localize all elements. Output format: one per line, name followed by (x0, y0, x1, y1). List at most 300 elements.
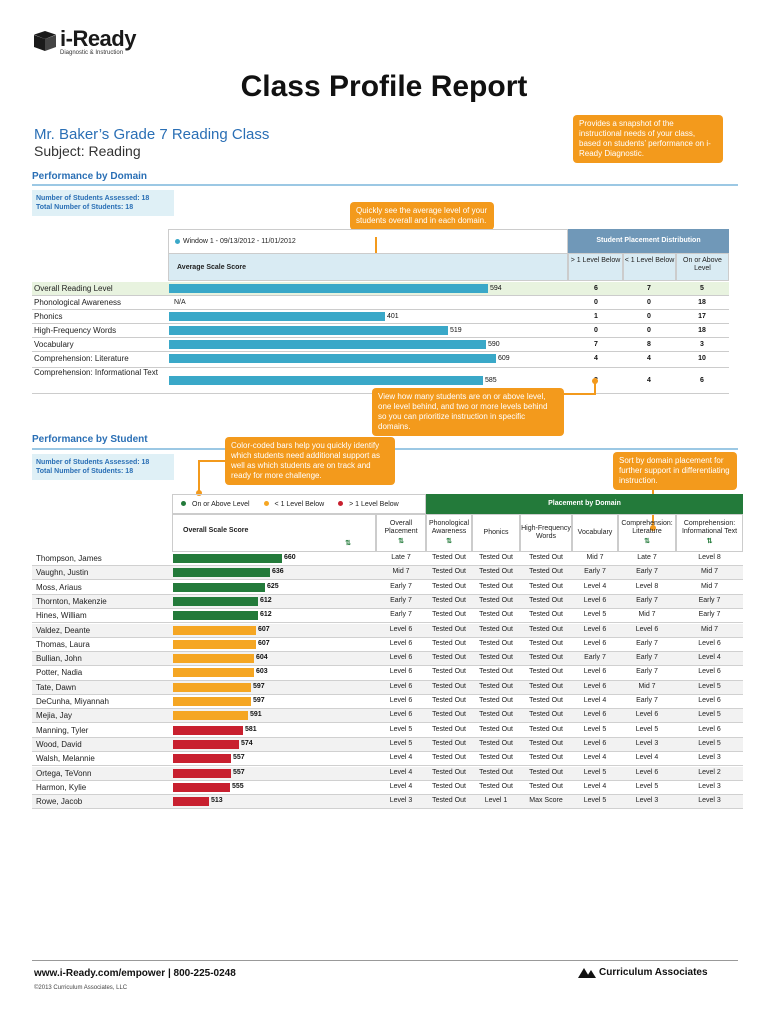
student-row (32, 552, 743, 566)
student-placement-cell: Level 4 (583, 754, 607, 762)
student-placement-cell: Level 3 (389, 797, 413, 805)
student-score-bar (173, 726, 243, 735)
domain-count: 0 (647, 327, 651, 334)
student-row (32, 752, 743, 766)
student-placement-cell: Tested Out (479, 611, 513, 619)
student-score-bar (173, 740, 239, 749)
student-placement-cell: Level 5 (698, 682, 721, 690)
domain-score-bar (169, 312, 385, 321)
student-placement-cell: Tested Out (529, 611, 563, 619)
student-name: Harmon, Kylie (36, 782, 87, 792)
domain-label: Vocabulary (34, 340, 74, 349)
student-score-bar (173, 711, 248, 720)
col-head-on-level: On or Above Level (676, 253, 729, 281)
student-placement-cell: Level 4 (635, 754, 659, 762)
student-score-value: 574 (241, 739, 253, 747)
student-placement-cell: Tested Out (432, 682, 466, 690)
student-score-bar (173, 797, 209, 806)
domain-score-na: N/A (174, 299, 186, 306)
callout-average: Quickly see the average level of your students overall and in each domain. (350, 202, 494, 230)
student-placement-cell: Level 6 (389, 625, 413, 633)
student-score-bar (173, 754, 231, 763)
student-placement-cell: Early 7 (390, 582, 412, 590)
student-placement-cell: Tested Out (432, 625, 466, 633)
student-score-bar (173, 668, 254, 677)
curriculum-associates-logo (578, 966, 708, 978)
domain-label: Comprehension: Literature (34, 354, 129, 363)
student-placement-cell: Tested Out (479, 668, 513, 676)
student-row (32, 638, 743, 652)
overall-score-label: Overall Scale Score (183, 527, 249, 534)
student-placement-cell: Level 4 (583, 697, 607, 704)
domain-score-bar (169, 326, 448, 335)
student-placement-cell: Level 4 (389, 768, 413, 776)
student-placement-cell: Tested Out (529, 625, 563, 633)
student-placement-cell: Mid 7 (700, 625, 719, 633)
domain-count-box (32, 190, 174, 216)
student-score-bar (173, 640, 256, 649)
student-row (32, 695, 743, 709)
domain-count: 0 (647, 313, 651, 320)
domain-count: 8 (647, 341, 651, 348)
student-score-bar (173, 568, 270, 577)
cube-icon (34, 31, 56, 51)
student-placement-cell: Tested Out (432, 711, 466, 719)
domain-count: 3 (700, 341, 704, 348)
student-placement-cell: Early 7 (390, 611, 412, 619)
sort-arrows-icon[interactable]: ⇅ (706, 538, 713, 545)
student-placement-cell: Early 7 (636, 639, 658, 647)
student-placement-cell: Tested Out (479, 639, 513, 647)
student-placement-cell: Early 7 (636, 654, 658, 662)
student-placement-cell: Tested Out (479, 554, 513, 561)
student-name: Thornton, Makenzie (36, 596, 107, 606)
student-score-bar (173, 626, 256, 635)
student-placement-cell: Tested Out (529, 711, 563, 719)
student-placement-cell: Tested Out (432, 639, 466, 647)
student-placement-cell: Early 7 (584, 654, 606, 662)
student-placement-cell: Tested Out (432, 568, 466, 576)
domain-count: 6 (594, 285, 598, 292)
student-placement-cell: Level 6 (698, 668, 721, 676)
student-placement-cell: Mid 7 (700, 568, 719, 576)
student-placement-cell: Tested Out (529, 782, 563, 790)
student-name: Rowe, Jacob (36, 797, 83, 807)
student-placement-cell: Tested Out (529, 682, 563, 690)
student-placement-cell: Tested Out (432, 739, 466, 747)
student-placement-cell: Tested Out (432, 754, 466, 762)
student-col-head-label: Comprehension: Informational Text (681, 520, 738, 535)
domain-score-bar (169, 284, 488, 293)
student-placement-cell: Early 7 (698, 596, 721, 604)
student-placement-cell: Tested Out (529, 582, 563, 590)
student-count-box (32, 454, 174, 480)
student-score-bar (173, 554, 282, 563)
student-col-head-label: Overall Placement (384, 520, 418, 535)
domain-score-value: 594 (490, 285, 502, 292)
student-score-bar (173, 697, 251, 706)
student-score-value: 603 (256, 668, 268, 676)
student-placement-cell: Tested Out (529, 754, 563, 762)
student-col-head (376, 514, 426, 552)
distribution-header: Student Placement Distribution (568, 229, 729, 253)
domain-row (32, 296, 729, 310)
student-placement-cell: Early 7 (698, 611, 721, 619)
domain-count: 4 (647, 355, 651, 362)
student-placement-cell: Early 7 (636, 697, 658, 704)
student-placement-cell: Level 6 (583, 711, 607, 719)
student-name: Thomas, Laura (36, 639, 90, 649)
student-score-bar (173, 654, 254, 663)
callout-colors: Color-coded bars help you quickly identify which students need additional support as well as which students are on track and ready for more challenge. (225, 437, 395, 485)
domain-label: Phonological Awareness (34, 298, 122, 307)
student-placement-cell: Tested Out (529, 768, 563, 776)
student-placement-cell: Level 3 (698, 797, 721, 805)
domain-score-value: 585 (485, 377, 497, 384)
domain-label: Overall Reading Level (34, 284, 113, 293)
domain-label: Phonics (34, 312, 63, 321)
callout-dot (592, 378, 598, 384)
student-placement-cell: Level 5 (583, 725, 607, 733)
student-name: Thompson, James (36, 554, 102, 563)
student-score-value: 660 (284, 554, 296, 561)
student-placement-cell: Tested Out (432, 554, 466, 561)
student-row (32, 795, 743, 809)
student-name: Potter, Nadia (36, 668, 83, 678)
student-score-value: 591 (250, 711, 262, 719)
student-score-value: 612 (260, 611, 272, 619)
student-row (32, 581, 743, 595)
domain-window (168, 229, 568, 253)
legend-dot-icon (181, 501, 186, 506)
domain-count: 0 (647, 299, 651, 306)
domain-score-bar (169, 376, 483, 385)
domain-count: 0 (594, 327, 598, 334)
student-placement-cell: Early 7 (636, 596, 658, 604)
student-placement-cell: Early 7 (636, 668, 658, 676)
domain-count: 18 (698, 327, 706, 334)
page-title: Class Profile Report (240, 70, 528, 103)
student-name: Manning, Tyler (36, 725, 89, 735)
student-col-head-label: Phonological Awareness (428, 520, 470, 535)
student-score-bar (173, 783, 230, 792)
student-name: Walsh, Melannie (36, 754, 95, 764)
student-score-value: 513 (211, 797, 223, 805)
student-col-head-label: Vocabulary (577, 529, 613, 536)
student-col-head (676, 514, 743, 552)
domain-count: 18 (698, 299, 706, 306)
student-placement-cell: Tested Out (432, 782, 466, 790)
student-placement-cell: Tested Out (479, 654, 513, 662)
student-placement-cell: Tested Out (479, 754, 513, 762)
student-assessed: Number of Students Assessed: 18 (36, 459, 150, 466)
student-name: Tate, Dawn (36, 682, 77, 692)
domain-score-bar (169, 354, 496, 363)
domain-label: Comprehension: Informational Text (34, 368, 158, 377)
student-row (32, 652, 743, 666)
student-col-head (426, 514, 472, 552)
domain-row (32, 352, 729, 368)
student-total: Total Number of Students: 18 (36, 468, 134, 475)
brand-name: i-Ready (60, 26, 136, 51)
student-col-head-label: Comprehension: Literature (621, 520, 673, 535)
footer-divider (32, 960, 738, 961)
domain-score-value: 590 (488, 341, 500, 348)
student-row (32, 609, 743, 623)
student-name: Wood, David (36, 739, 82, 749)
footer-url[interactable]: www.i-Ready.com/empower (34, 968, 166, 979)
class-name: Mr. Baker’s Grade 7 Reading Class (34, 126, 270, 143)
student-score-bar (173, 611, 258, 620)
student-placement-cell: Tested Out (479, 725, 513, 733)
student-col-head (520, 514, 572, 552)
student-placement-cell: Level 3 (698, 754, 721, 762)
student-placement-cell: Tested Out (479, 682, 513, 690)
domain-count: 5 (700, 285, 704, 292)
callout-connector (564, 393, 596, 395)
student-placement-cell: Late 7 (391, 554, 411, 561)
student-placement-cell: Max Score (529, 797, 563, 805)
student-placement-cell: Level 6 (583, 668, 607, 676)
student-placement-cell: Tested Out (432, 654, 466, 662)
window-label: Window 1 - 09/13/2012 - 11/01/2012 (183, 238, 296, 245)
student-score-value: 557 (233, 754, 245, 762)
student-placement-cell: Level 5 (583, 768, 607, 776)
domain-row (32, 282, 729, 296)
student-placement-cell: Tested Out (529, 596, 563, 604)
student-score-bar (173, 683, 251, 692)
legend-one-below: < 1 Level Below (274, 501, 325, 508)
student-placement-cell: Level 6 (389, 711, 413, 719)
sort-arrows-icon[interactable]: ⇅ (644, 538, 650, 545)
student-name: Valdez, Deante (36, 625, 91, 635)
student-col-head-label: High-Frequency Words (521, 525, 571, 540)
footer-phone: 800-225-0248 (173, 968, 236, 979)
student-placement-cell: Tested Out (432, 611, 466, 619)
student-placement-cell: Tested Out (479, 582, 513, 590)
callout-connector (198, 460, 226, 462)
student-placement-cell: Tested Out (432, 725, 466, 733)
student-placement-cell: Level 4 (698, 654, 721, 662)
student-section-title: Performance by Student (32, 434, 148, 445)
student-placement-cell: Mid 7 (700, 582, 719, 590)
student-name: Moss, Ariaus (36, 582, 82, 592)
domain-row (32, 310, 729, 324)
student-placement-cell: Level 6 (635, 625, 659, 633)
student-placement-cell: Level 6 (635, 768, 659, 776)
student-placement-cell: Mid 7 (638, 611, 656, 619)
student-placement-cell: Level 3 (635, 797, 659, 805)
student-placement-cell: Level 6 (389, 639, 413, 647)
col-head-two-below: > 1 Level Below (568, 253, 623, 281)
student-placement-cell: Tested Out (529, 639, 563, 647)
student-placement-cell: Tested Out (432, 668, 466, 676)
col-head-one-below: < 1 Level Below (623, 253, 676, 281)
student-placement-cell: Level 1 (484, 797, 508, 805)
student-placement-cell: Tested Out (479, 782, 513, 790)
domain-score-value: 609 (498, 355, 510, 362)
student-col-head (618, 514, 676, 552)
student-placement-cell: Level 5 (698, 711, 721, 719)
student-score-value: 597 (253, 682, 265, 690)
domain-count: 1 (594, 313, 598, 320)
student-placement-cell: Mid 7 (638, 682, 656, 690)
student-placement-cell: Tested Out (432, 768, 466, 776)
sort-arrows-icon[interactable]: ⇅ (398, 538, 404, 545)
domain-count: 7 (647, 285, 651, 292)
student-row (32, 681, 743, 695)
score-legend (172, 494, 426, 514)
student-row (32, 781, 743, 795)
student-score-value: 604 (256, 654, 268, 662)
domain-count: 17 (698, 313, 706, 320)
student-placement-cell: Level 6 (389, 654, 413, 662)
legend-two-below: > 1 Level Below (349, 501, 399, 508)
domain-count: 4 (594, 355, 598, 362)
student-placement-cell: Level 6 (389, 668, 413, 676)
student-name: Ortega, TeVonn (36, 768, 92, 778)
student-score-bar (173, 597, 258, 606)
student-placement-cell: Level 4 (389, 782, 413, 790)
student-placement-cell: Level 4 (389, 754, 413, 762)
brand-sub: Diagnostic & Instruction (60, 50, 124, 56)
student-placement-cell: Level 6 (583, 739, 607, 747)
student-placement-cell: Tested Out (479, 625, 513, 633)
student-score-value: 612 (260, 596, 272, 604)
student-row (32, 738, 743, 752)
student-placement-cell: Tested Out (479, 711, 513, 719)
domain-count: 7 (594, 341, 598, 348)
domain-score-value: 519 (450, 327, 462, 334)
student-placement-cell: Mid 7 (586, 554, 604, 561)
domain-count: 4 (647, 377, 651, 384)
student-name: Bullian, John (36, 654, 82, 664)
student-row (32, 666, 743, 680)
student-placement-cell: Level 6 (698, 725, 721, 733)
overall-score-header (172, 514, 376, 552)
student-placement-cell: Tested Out (479, 697, 513, 704)
copyright: ©2013 Curriculum Associates, LLC (34, 985, 128, 991)
sort-arrows-icon[interactable]: ⇅ (446, 538, 452, 545)
callout-sort: Sort by domain placement for further support in differentiating instruction. (613, 452, 737, 490)
student-score-value: 607 (258, 639, 270, 647)
student-placement-cell: Early 7 (390, 596, 412, 604)
student-placement-cell: Level 3 (635, 739, 659, 747)
student-name: Vaughn, Justin (36, 568, 89, 578)
student-placement-cell: Level 6 (583, 682, 607, 690)
student-score-value: 597 (253, 697, 265, 704)
student-placement-cell: Level 2 (698, 768, 721, 776)
company-name: Curriculum Associates (599, 966, 708, 978)
student-placement-cell: Tested Out (432, 582, 466, 590)
footer-contact (34, 968, 236, 979)
student-name: Mejia, Jay (36, 711, 73, 721)
student-placement-cell: Level 6 (698, 697, 721, 704)
student-placement-cell: Tested Out (529, 725, 563, 733)
domain-count: 6 (700, 377, 704, 384)
student-row (32, 624, 743, 638)
student-score-value: 607 (258, 625, 270, 633)
student-score-bar (173, 583, 265, 592)
domain-count: 0 (594, 299, 598, 306)
student-placement-cell: Tested Out (479, 568, 513, 576)
student-name: Hines, William (36, 611, 87, 621)
ca-mark-icon (578, 966, 596, 978)
student-placement-cell: Level 5 (389, 725, 413, 733)
student-placement-cell: Tested Out (432, 596, 466, 604)
i-ready-logo (34, 26, 136, 56)
domain-assessed: Number of Students Assessed: 18 (36, 195, 150, 202)
student-placement-cell: Late 7 (637, 554, 657, 561)
student-placement-cell: Level 6 (583, 596, 607, 604)
student-score-value: 636 (272, 568, 284, 576)
domain-label: High-Frequency Words (34, 326, 117, 335)
student-placement-cell: Tested Out (529, 668, 563, 676)
student-placement-cell: Early 7 (636, 568, 658, 576)
student-placement-cell: Level 8 (635, 582, 659, 590)
legend-dot-icon (338, 501, 343, 506)
student-placement-cell: Tested Out (479, 739, 513, 747)
student-placement-cell: Tested Out (529, 739, 563, 747)
student-score-value: 555 (232, 782, 244, 790)
student-row (32, 566, 743, 580)
student-score-value: 625 (267, 582, 279, 590)
domain-section-title: Performance by Domain (32, 171, 148, 182)
student-name: DeCunha, Miyannah (36, 697, 109, 706)
student-col-head-label: Phonics (483, 529, 509, 536)
student-row (32, 595, 743, 609)
student-placement-cell: Early 7 (584, 568, 606, 576)
student-placement-cell: Level 8 (698, 554, 721, 561)
student-placement-cell: Tested Out (479, 768, 513, 776)
domain-total: Total Number of Students: 18 (36, 204, 134, 211)
student-placement-cell: Level 6 (389, 682, 413, 690)
section-divider (32, 184, 738, 186)
student-placement-cell: Level 6 (389, 697, 413, 704)
student-placement-cell: Tested Out (479, 596, 513, 604)
callout-connector (198, 460, 200, 494)
student-score-value: 581 (245, 725, 257, 733)
student-row (32, 709, 743, 723)
student-placement-cell: Level 5 (389, 739, 413, 747)
student-placement-cell: Level 3 (698, 782, 721, 790)
student-placement-cell: Level 5 (583, 611, 607, 619)
domain-row (32, 324, 729, 338)
student-row (32, 724, 743, 738)
student-score-value: 557 (233, 768, 245, 776)
sort-arrows-icon[interactable]: ⇅ (345, 540, 351, 547)
legend-on-level: On or Above Level (192, 501, 250, 508)
student-placement-cell: Level 5 (583, 797, 607, 805)
window-dot-icon (175, 239, 180, 244)
student-placement-cell: Tested Out (529, 654, 563, 662)
student-placement-cell: Level 5 (635, 725, 659, 733)
student-placement-cell: Level 5 (635, 782, 659, 790)
student-placement-cell: Level 4 (583, 582, 607, 590)
avg-score-header: Average Scale Score (168, 253, 568, 281)
callout-snapshot: Provides a snapshot of the instructional needs of your class, based on students’ performance on i-Ready Diagnostic. (573, 115, 723, 163)
student-score-bar (173, 769, 231, 778)
student-col-head (572, 514, 618, 552)
footer-separator: | (167, 968, 171, 979)
student-col-head (472, 514, 520, 552)
student-placement-cell: Level 6 (698, 639, 721, 647)
student-placement-cell: Tested Out (529, 568, 563, 576)
callout-levels: View how many students are on or above level, one level behind, and two or more levels behind so you can prioritize instruction in specific domains. (372, 388, 564, 436)
student-placement-cell: Level 4 (583, 782, 607, 790)
legend-dot-icon (264, 501, 269, 506)
student-placement-cell: Tested Out (432, 697, 466, 704)
